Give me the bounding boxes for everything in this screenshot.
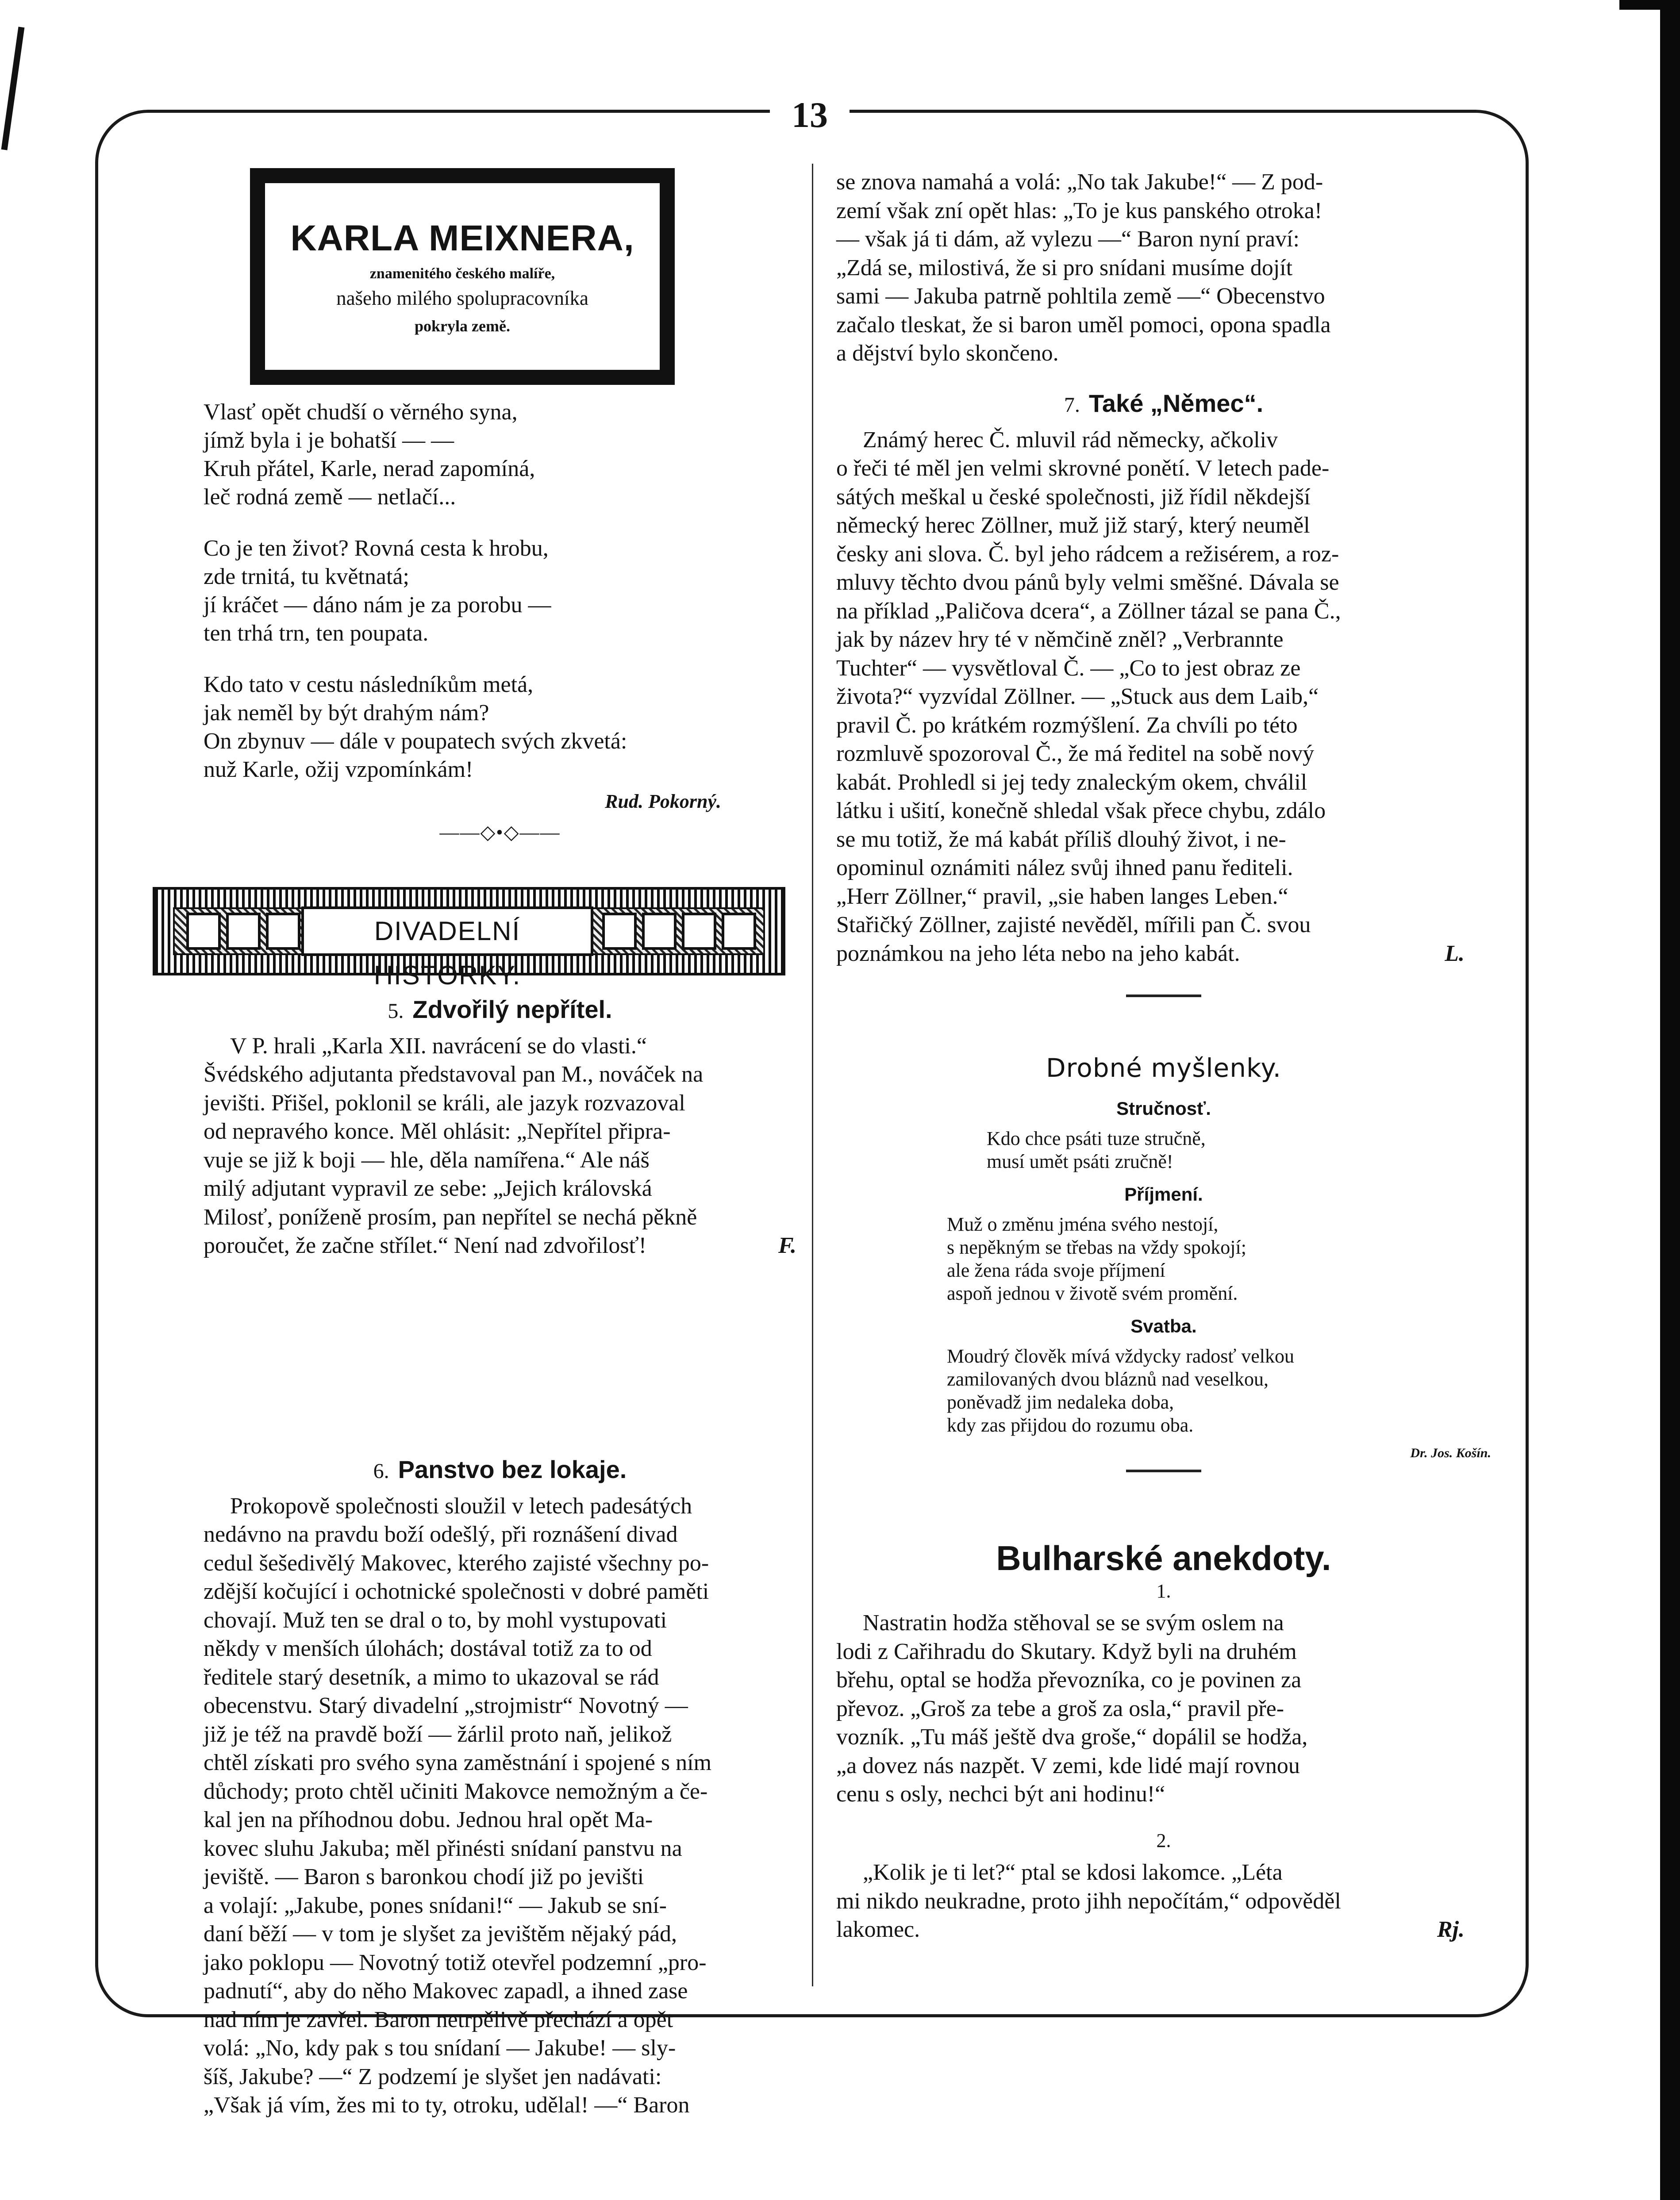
poem-line: Co je ten život? Rovná cesta k hrobu, (204, 536, 549, 561)
text-line: chtěl získati pro svého syna zaměstnání i spojené s ním (204, 1750, 712, 1775)
poem-line: jímž byla i je bohatší — — (204, 428, 454, 453)
text-line: látku i ušití, konečně shledal však přece chybu, zdálo (836, 798, 1326, 823)
text-line: — však já ti dám, až vylezu —“ Baron nyní praví: (836, 227, 1299, 252)
text-line: nedávno na pravdu boží odešlý, při roznášení divad (204, 1522, 678, 1547)
verse-line: kdy zas přijdou do rozumu oba. (947, 1414, 1194, 1436)
story-6 (204, 1455, 796, 2120)
poem-stanza (204, 534, 796, 648)
text-line: se mu totiž, že má kabát příliš dlouhý život, i ne- (836, 826, 1286, 852)
text-line (204, 1232, 796, 1260)
story-6-continuation (836, 168, 1491, 368)
banner-ornament (266, 913, 300, 950)
text-line: o řeči té měl jen velmi skrovné ponětí. V letech pade- (836, 456, 1330, 481)
story-title: Panstvo bez lokaje. (398, 1455, 627, 1483)
text-line: „a dovez nás nazpět. V zemi, kde lidé mají rovnou (836, 1753, 1300, 1778)
text-line (836, 940, 1491, 968)
text-line: „Kolik je ti let?“ ptal se kdosi lakomce. „Léta (863, 1860, 1283, 1885)
obituary-line: našeho milého spolupracovníka (336, 287, 588, 309)
text-line: Prokopově společnosti sloužil v letech padesátých (230, 1493, 692, 1519)
thought-heading: Svatba. (1130, 1316, 1197, 1336)
story-heading (836, 389, 1491, 420)
text-line: se znova namahá a volá: „No tak Jakube!“ — Z pod- (836, 169, 1323, 195)
poem-stanza (204, 398, 796, 511)
text-line-content: lakomec. (836, 1917, 920, 1942)
poem-line: jí kráčet — dáno nám je za porobu — (204, 592, 551, 618)
text-line: daní běží — v tom je slyšet za jevištěm nějaký pád, (204, 1921, 677, 1947)
poem-line: ten trhá trn, ten poupata. (204, 621, 429, 646)
text-line: nad ním je zavřel. Baron netrpělivě přechází a opět (204, 2007, 673, 2032)
poem-line: Kdo tato v cestu následníkům metá, (204, 672, 534, 697)
verse-line: zamilovaných dvou bláznů nad veselkou, (947, 1368, 1269, 1390)
verse-line: ale žena ráda svoje příjmení (947, 1259, 1165, 1281)
text-line: pravil Č. po krátkém rozmýšlení. Za chvíli po této (836, 712, 1298, 738)
text-line: Tuchter“ — vysvětloval Č. — „Co to jest obraz ze (836, 655, 1301, 681)
text-line-content: poznámkou na jeho léta nebo na jeho kabát. (836, 941, 1240, 966)
banner-ornament (642, 913, 677, 950)
obituary-box (250, 168, 675, 385)
poem-line: leč rodná země — netlačí... (204, 484, 456, 510)
poem (204, 398, 796, 847)
text-line: V P. hrali „Karla XII. navrácení se do vlasti.“ (230, 1033, 647, 1059)
page-number: 13 (770, 91, 850, 139)
text-line: a volají: „Jakube, pones snídani!“ — Jakub se sní- (204, 1893, 667, 1918)
obituary-descriptor: znamenitého českého malíře, (369, 265, 555, 282)
text-line: Stařičký Zöllner, zajisté nevěděl, mířili pan Č. svou (836, 912, 1311, 937)
anecdote-number: 1. (1156, 1580, 1171, 1602)
divider (1126, 994, 1201, 997)
text-line: opominul oznámiti nález svůj ihned panu řediteli. (836, 855, 1293, 880)
story-signature: F. (778, 1233, 796, 1258)
text-line: vozník. „Tu máš ještě dva groše,“ dopálil se hodža, (836, 1724, 1308, 1750)
obituary-last: pokryla země. (415, 317, 510, 335)
text-line: zemí však zní opět hlas: „To je kus panského otroka! (836, 198, 1322, 223)
story-number: 6. (373, 1459, 389, 1483)
verse-line: aspoň jednou v životě svém promění. (947, 1282, 1238, 1304)
story-title: Zdvořilý nepřítel. (412, 995, 612, 1023)
text-line: mluvy těchto dvou pánů byly velmi směšné. Dávala se (836, 570, 1339, 595)
text-line: převoz. „Groš za tebe a groš za osla,“ pravil pře- (836, 1696, 1284, 1721)
banner-ornament (226, 913, 261, 950)
banner-ornament (186, 913, 221, 950)
text-line: na příklad „Paličova dcera“, a Zöllner tázal se pana Č., (836, 598, 1341, 624)
verse-line: musí umět psáti zručně! (987, 1151, 1173, 1172)
text-line: obecenstvu. Starý divadelní „strojmistr“ Novotný — (204, 1693, 688, 1718)
text-line (836, 1916, 1491, 1944)
text-line: jeviště. — Baron s baronkou chodí již po jevišti (204, 1864, 644, 1889)
story-heading (204, 1455, 796, 1486)
story-5 (204, 995, 796, 1260)
text-line: česky ani slova. Č. byl jeho rádcem a režisérem, a roz- (836, 541, 1339, 567)
text-line: sátých meškal u české společnosti, již řídil někdejší (836, 484, 1311, 510)
text-line: kovec sluhu Jakuba; měl přinésti snídaní panstvu na (204, 1835, 682, 1861)
text-line: Milosť, poníženě prosím, pan nepřítel se nechá pěkně (204, 1204, 697, 1230)
anecdotes-title: Bulharské anekdoty. (996, 1539, 1331, 1578)
text-line: lodi z Cařihradu do Skutary. Když byli na druhém (836, 1639, 1297, 1664)
text-line: cenu s osly, nechci být ani hodinu!“ (836, 1782, 1165, 1807)
story-number: 7. (1064, 393, 1080, 417)
story-7 (836, 389, 1491, 1010)
poem-line: Vlasť opět chudší o věrného syna, (204, 399, 518, 425)
text-line: ředitele starý desetník, a mimo to ukazoval se rád (204, 1664, 659, 1690)
column-divider (812, 164, 813, 1986)
verse-line: poněvadž jim nedaleka doba, (947, 1391, 1174, 1413)
text-line: někdy v menších úlohách; dostával totiž za to od (204, 1636, 652, 1661)
text-line: milý adjutant vypravil ze sebe: „Jejich královská (204, 1176, 652, 1201)
thoughts-signature: Dr. Jos. Košín. (1410, 1446, 1491, 1460)
story-heading (204, 995, 796, 1026)
text-line: kabát. Prohledl si jej tedy znaleckým okem, chválil (836, 769, 1307, 795)
thought-heading: Stručnosť. (1116, 1098, 1211, 1119)
text-line: břehu, optal se hodža převozníka, co je povinen za (836, 1667, 1302, 1693)
story-number: 5. (388, 999, 404, 1023)
poem-line: On zbynuv — dále v poupatech svých zkvetá: (204, 729, 627, 754)
banner-ornament (722, 913, 756, 950)
verse-line: s nepěkným se třebas na vždy spokojí; (947, 1236, 1246, 1258)
text-line: „Herr Zöllner,“ pravil, „sie haben langes Leben.“ (836, 883, 1288, 909)
text-line: chovají. Muž ten se dral o to, by mohl vystupovati (204, 1607, 667, 1633)
verse-line: Muž o změnu jména svého nestojí, (947, 1213, 1219, 1235)
text-line: volá: „No, kdy pak s tou snídaní — Jakube! — sly- (204, 2035, 676, 2061)
text-line: „Však já vím, žes mi to ty, otroku, udělal! —“ Baron (204, 2092, 690, 2118)
verse-line: Moudrý člověk mívá vždycky radosť velkou (947, 1345, 1294, 1367)
text-line: a dějství bylo skončeno. (836, 341, 1059, 366)
text-line: „Zdá se, milostivá, že si pro snídani musíme dojít (836, 255, 1293, 280)
short-thoughts (836, 1048, 1491, 1477)
text-line: kal jen na příhodnou dobu. Jednou hral opět Ma- (204, 1807, 653, 1832)
banner-ornament (682, 913, 716, 950)
poem-stanza (204, 671, 796, 784)
verse-line: Kdo chce psáti tuze stručně, (987, 1128, 1206, 1149)
poem-line: Kruh přátel, Karle, nerad zapomíná, (204, 456, 535, 481)
text-line: života?“ vyzvídal Zöllner. — „Stuck aus dem Laib,“ (836, 684, 1319, 709)
text-line: od nepravého konce. Měl ohlásit: „Nepřítel připra- (204, 1119, 671, 1144)
text-line: cedul šešedivělý Makovec, kterého zajisté všechny po- (204, 1550, 709, 1576)
thought-verse (947, 1213, 1491, 1305)
story-signature: L. (1445, 941, 1465, 966)
text-line: zdější kočující i ochotnické společnosti v dobré paměti (204, 1579, 709, 1604)
thought-verse (987, 1127, 1491, 1173)
scan-mark (1, 27, 25, 150)
text-line: padnutí“, aby do něho Makovec zapadl, a ihned zase (204, 1978, 688, 2004)
text-line: rozmluvě spozoroval Č., že má ředitel na sobě nový (836, 741, 1315, 766)
section-banner (153, 887, 785, 990)
bulgarian-anecdotes (836, 1539, 1491, 1944)
thought-verse (947, 1345, 1491, 1437)
thought-heading: Příjmení. (1124, 1184, 1203, 1205)
poem-author: Rud. Pokorný. (605, 791, 721, 812)
text-line: Nastratin hodža stěhoval se se svým oslem na (863, 1610, 1284, 1636)
scan-edge-right (1660, 0, 1680, 2200)
text-line: šíš, Jakube? —“ Z podzemí je slyšet jen nadávati: (204, 2064, 662, 2089)
text-line: jak by název hry té v němčině zněl? „Verbrannte (836, 627, 1284, 652)
poem-line: jak neměl by být drahým nám? (204, 700, 489, 726)
poem-line: zde trnitá, tu květnatá; (204, 564, 409, 589)
obituary-name: KARLA MEIXNERA, (290, 218, 634, 258)
story-title: Také „Němec“. (1088, 389, 1264, 417)
divider (1126, 1470, 1201, 1472)
text-line: německý herec Zöllner, muž již starý, který neuměl (836, 513, 1310, 538)
text-line: Švédského adjutanta představoval pan M., nováček na (204, 1062, 704, 1087)
poem-line: nuž Karle, ožij vzpomínkám! (204, 757, 473, 782)
text-line-content: poroučet, že začne střílet.“ Není nad zdvořilosť! (204, 1233, 647, 1258)
text-line: sami — Jakuba patrně pohltila země —“ Obecenstvo (836, 284, 1325, 309)
banner-ornament (602, 913, 637, 950)
text-line: začalo tleskat, že si baron uměl pomoci, opona spadla (836, 312, 1331, 338)
anecdote-number: 2. (1156, 1829, 1171, 1851)
anecdote-signature: Rj. (1437, 1917, 1465, 1942)
text-line: mi nikdo neukradne, proto jihh nepočítám,“ odpověděl (836, 1888, 1341, 1914)
ornament-divider: ——◇•◇—— (439, 822, 561, 843)
text-line: Známý herec Č. mluvil rád německy, ačkoliv (863, 427, 1278, 453)
section-title: DIVADELNÍ HISTORKY. (301, 906, 593, 956)
thoughts-title: Drobné myšlenky. (1046, 1053, 1282, 1083)
text-line: jako poklopu — Novotný totiž otevřel podzemní „pro- (204, 1950, 707, 1975)
text-line: vuje se již k boji — hle, děla namířena.“ Ale náš (204, 1147, 650, 1173)
text-line: důchody; proto chtěl učiniti Makovce nemožným a če- (204, 1778, 708, 1804)
text-line: již je též na pravdě boží — žárlil proto naň, jelikož (204, 1721, 672, 1747)
text-line: jevišti. Přišel, poklonil se králi, ale jazyk rozvazoval (204, 1090, 685, 1116)
